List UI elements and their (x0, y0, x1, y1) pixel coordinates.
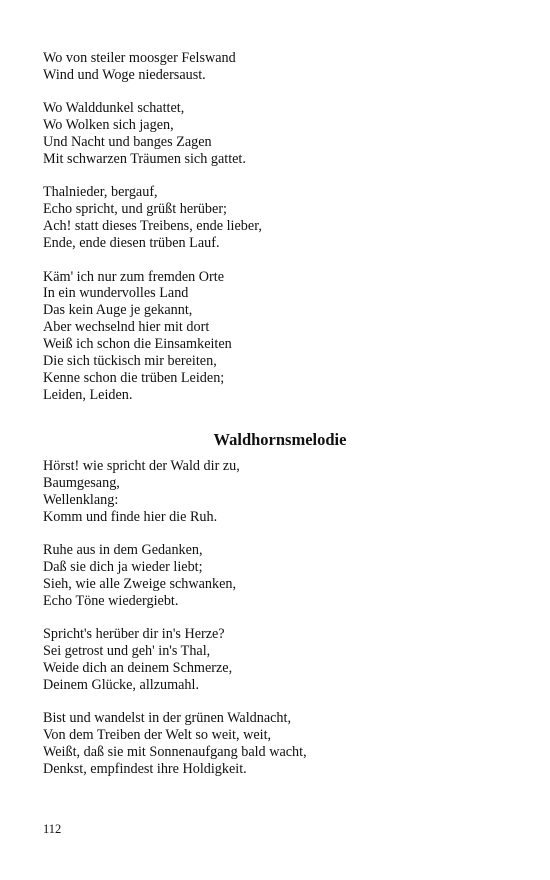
stanza-gap (43, 84, 513, 101)
stanza (43, 542, 513, 610)
page-body (43, 50, 513, 778)
verse-line: Sei getrost und geh' in's Thal, (43, 642, 211, 659)
poem-continued (43, 50, 513, 404)
verse-line: Daß sie dich ja wieder liebt; (43, 558, 203, 575)
verse-line: Komm und finde hier die Ruh. (43, 508, 218, 525)
verse-line: Wo von steiler moosger Felswand (43, 50, 236, 66)
verse-line: Thalnieder, bergauf, (43, 184, 158, 201)
poem-waldhornsmelodie (43, 458, 513, 778)
verse-line: Von dem Treiben der Welt so weit, weit, (43, 727, 272, 744)
verse-line: Weiß ich schon die Einsamkeiten (43, 336, 232, 353)
verse-line: In ein wundervolles Land (43, 285, 189, 302)
verse-line: Sieh, wie alle Zweige schwanken, (43, 575, 237, 592)
verse-line: Käm' ich nur zum fremden Orte (43, 268, 225, 285)
verse-line: Echo Töne wiedergiebt. (43, 592, 179, 609)
verse-line: Leiden, Leiden. (43, 386, 133, 403)
verse-line: Ruhe aus in dem Gedanken, (43, 541, 203, 558)
stanza (43, 458, 513, 526)
verse-line: Bist und wandelst in der grünen Waldnacht, (43, 710, 292, 727)
verse-line: Baumgesang, (43, 474, 120, 491)
stanza (43, 184, 513, 252)
verse-line: Wind und Woge niedersaust. (43, 66, 206, 83)
verse-line: Ende, ende diesen trüben Lauf. (43, 235, 220, 252)
verse-line: Hörst! wie spricht der Wald dir zu, (43, 457, 240, 474)
stanza-gap (43, 694, 513, 711)
stanza-gap (43, 610, 513, 627)
verse-line: Aber wechselnd hier mit dort (43, 319, 210, 336)
stanza (43, 50, 513, 84)
verse-line: Wellenklang: (43, 491, 119, 508)
verse-line: Mit schwarzen Träumen sich gattet. (43, 151, 246, 168)
verse-line: Kenne schon die trüben Leiden; (43, 370, 225, 386)
verse-line: Denkst, empfindest ihre Holdigkeit. (43, 760, 247, 777)
verse-line: Wo Wolken sich jagen, (43, 117, 174, 134)
verse-line: Die sich tückisch mir bereiten, (43, 353, 217, 370)
poem-title: Waldhornsmelodie (213, 429, 347, 449)
verse-line: Spricht's herüber dir in's Herze? (43, 626, 225, 643)
stanza (43, 100, 513, 168)
stanza (43, 710, 513, 778)
verse-line: Und Nacht und banges Zagen (43, 134, 212, 151)
page-number: 112 (43, 822, 62, 836)
verse-line: Deinem Glücke, allzumahl. (43, 676, 200, 693)
stanza-gap (43, 525, 513, 542)
verse-line: Ach! statt dieses Treibens, ende lieber, (43, 218, 262, 235)
stanza (43, 626, 513, 694)
verse-line: Weißt, daß sie mit Sonnenaufgang bald wacht, (43, 744, 307, 760)
verse-line: Das kein Auge je gekannt, (43, 302, 193, 319)
verse-line: Wo Walddunkel schattet, (43, 100, 185, 117)
stanza (43, 269, 513, 404)
verse-line: Weide dich an deinem Schmerze, (43, 659, 233, 676)
stanza-gap (43, 168, 513, 185)
verse-line: Echo spricht, und grüßt herüber; (43, 201, 227, 218)
stanza-gap (43, 252, 513, 269)
